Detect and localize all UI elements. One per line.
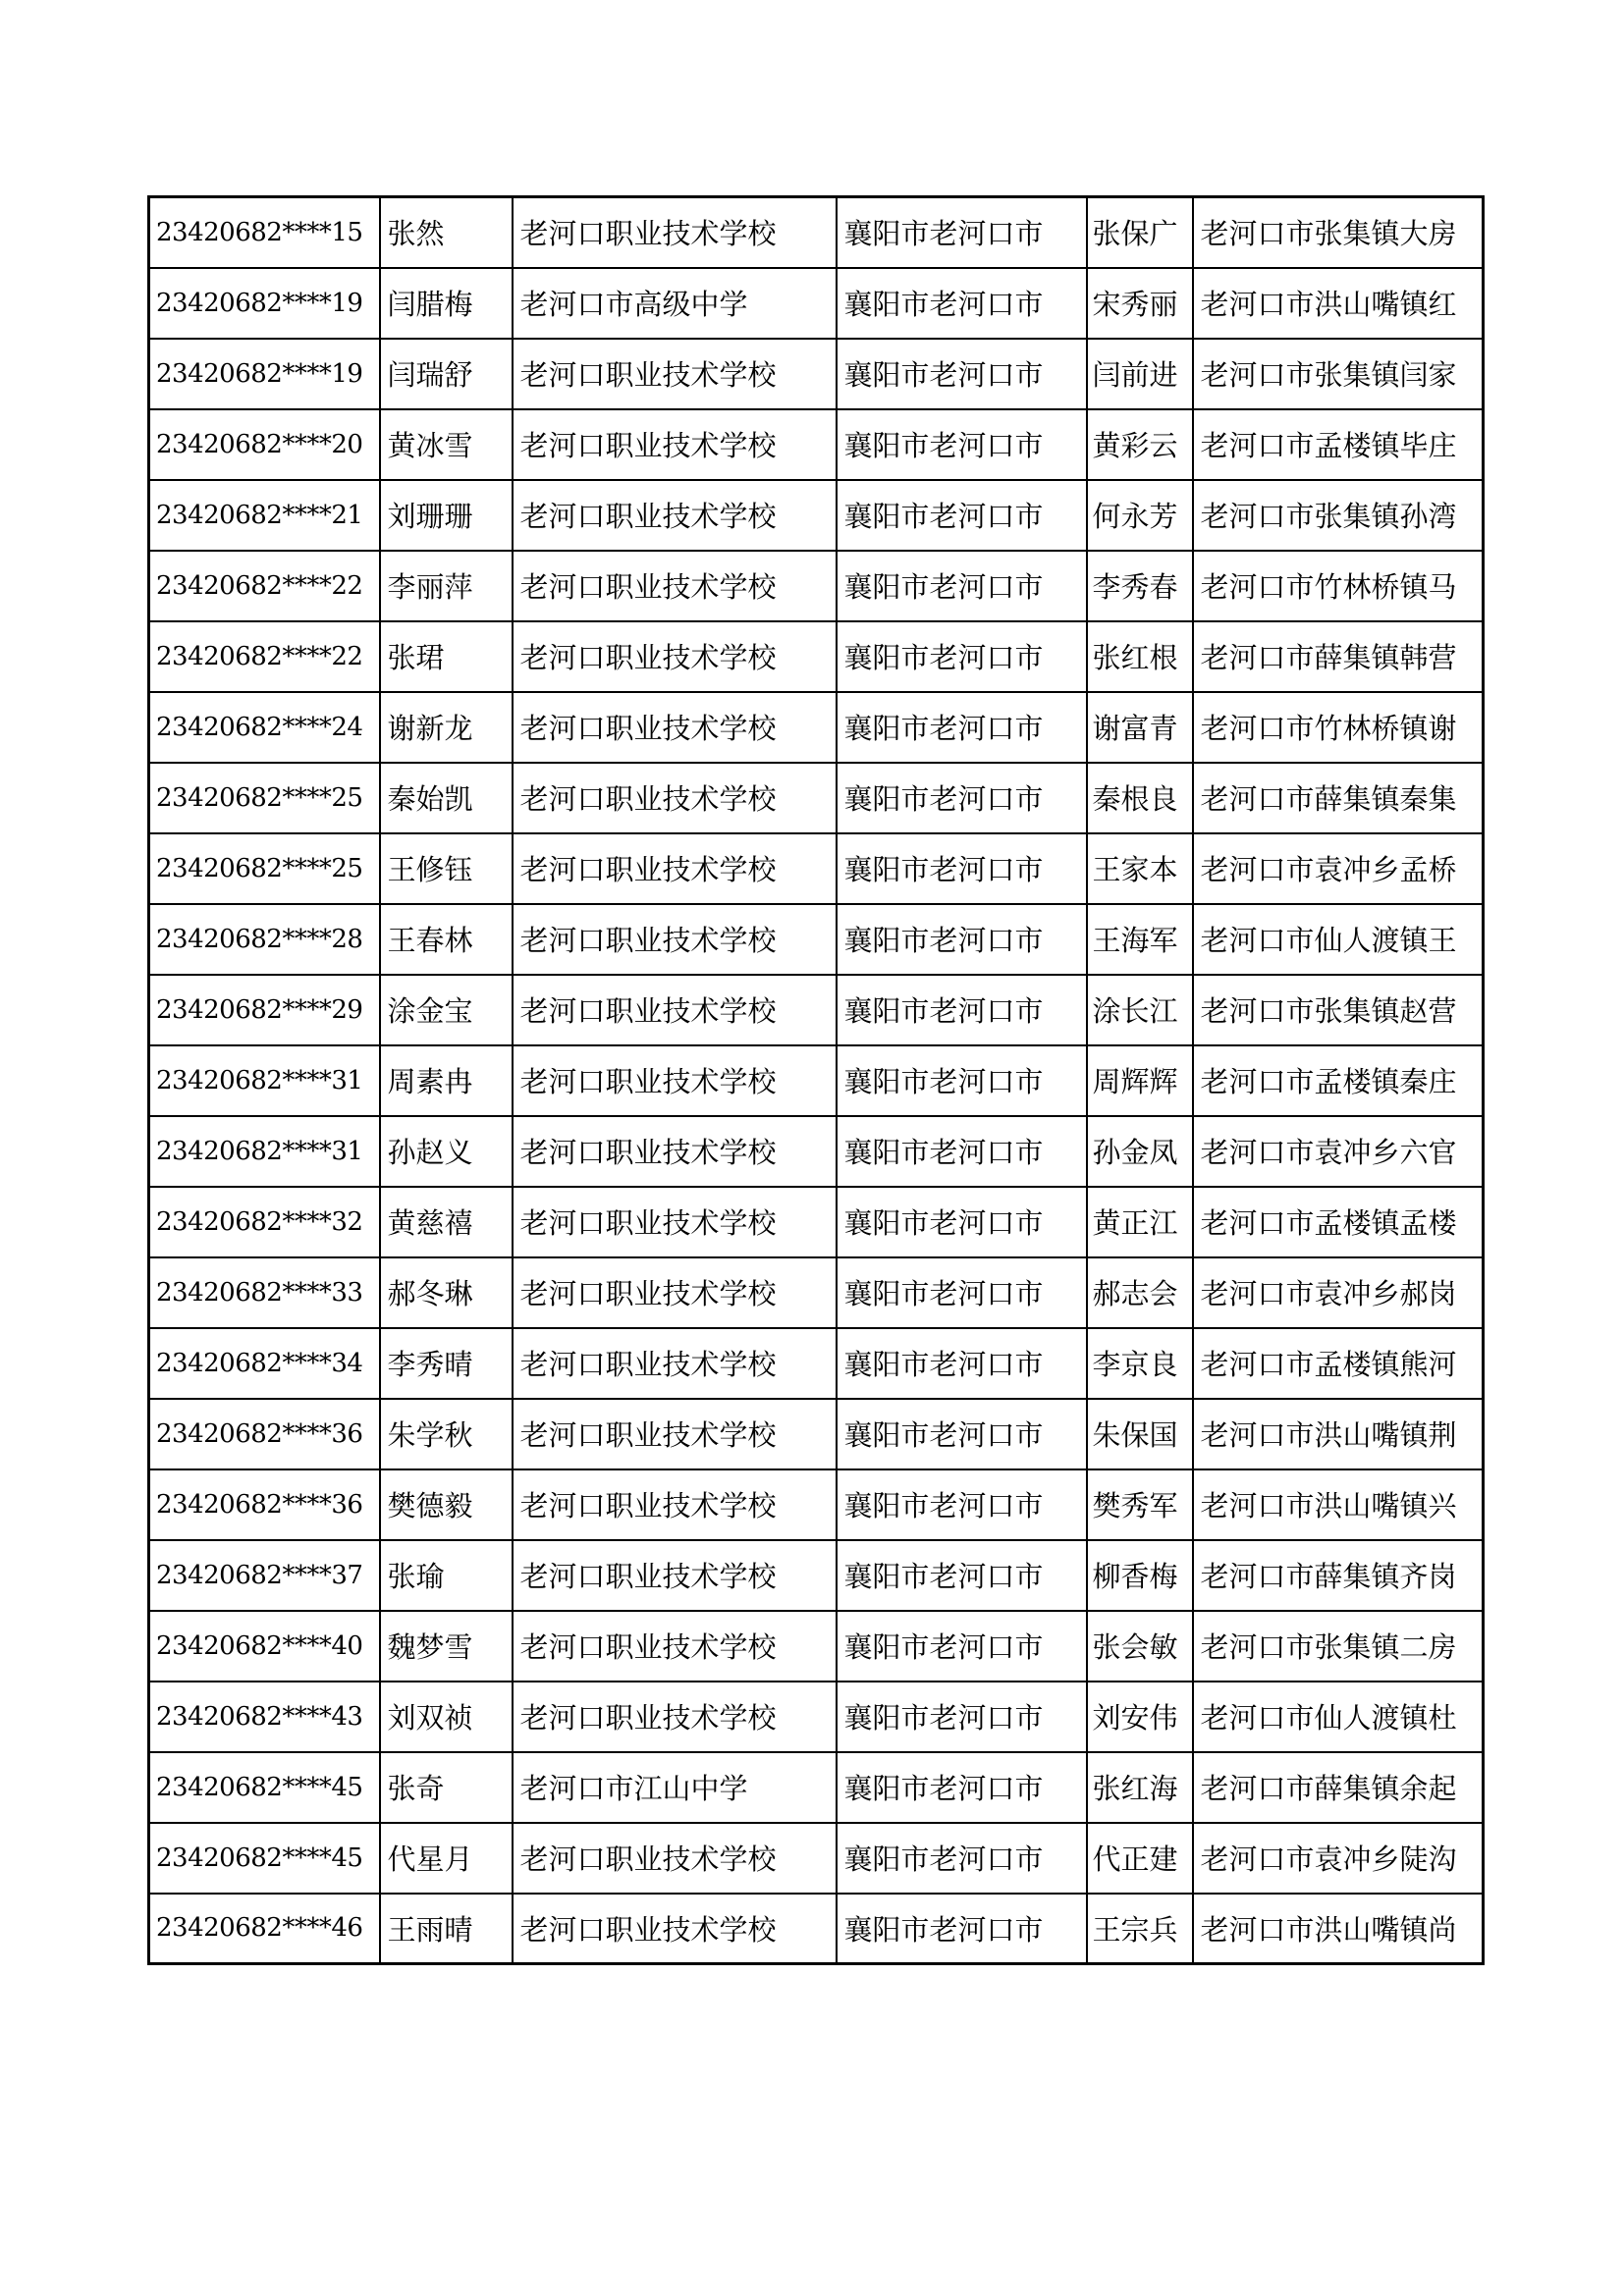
table-row	[149, 1752, 1484, 1823]
address-cell: 老河口市洪山嘴镇尚	[1193, 1894, 1484, 1964]
student-id-cell: 23420682****29	[149, 975, 380, 1045]
student-id-cell: 23420682****46	[149, 1894, 380, 1964]
parent-name-cell: 黄彩云	[1087, 409, 1193, 480]
table-row	[149, 904, 1484, 975]
student-id-cell: 23420682****19	[149, 339, 380, 409]
school-cell: 老河口职业技术学校	[513, 621, 837, 692]
student-name-cell: 张珺	[380, 621, 513, 692]
student-name-cell: 刘双祯	[380, 1682, 513, 1752]
student-name-cell: 王雨晴	[380, 1894, 513, 1964]
address-cell: 老河口市袁冲乡孟桥	[1193, 833, 1484, 904]
city-cell: 襄阳市老河口市	[837, 763, 1087, 833]
student-id-cell: 23420682****40	[149, 1611, 380, 1682]
student-id-cell: 23420682****31	[149, 1045, 380, 1116]
address-cell: 老河口市竹林桥镇马	[1193, 551, 1484, 621]
student-id-cell: 23420682****34	[149, 1328, 380, 1399]
school-cell: 老河口职业技术学校	[513, 197, 837, 268]
student-name-cell: 代星月	[380, 1823, 513, 1894]
school-cell: 老河口职业技术学校	[513, 1257, 837, 1328]
parent-name-cell: 宋秀丽	[1087, 268, 1193, 339]
school-cell: 老河口职业技术学校	[513, 1116, 837, 1187]
student-id-cell: 23420682****25	[149, 763, 380, 833]
table-row	[149, 339, 1484, 409]
address-cell: 老河口市张集镇孙湾	[1193, 480, 1484, 551]
address-cell: 老河口市孟楼镇秦庄	[1193, 1045, 1484, 1116]
city-cell: 襄阳市老河口市	[837, 1823, 1087, 1894]
parent-name-cell: 周辉辉	[1087, 1045, 1193, 1116]
parent-name-cell: 李秀春	[1087, 551, 1193, 621]
school-cell: 老河口职业技术学校	[513, 692, 837, 763]
table-row	[149, 975, 1484, 1045]
table-row	[149, 621, 1484, 692]
student-id-cell: 23420682****31	[149, 1116, 380, 1187]
school-cell: 老河口职业技术学校	[513, 1187, 837, 1257]
table-row	[149, 409, 1484, 480]
school-cell: 老河口职业技术学校	[513, 1540, 837, 1611]
student-id-cell: 23420682****22	[149, 621, 380, 692]
city-cell: 襄阳市老河口市	[837, 197, 1087, 268]
student-name-cell: 李丽萍	[380, 551, 513, 621]
city-cell: 襄阳市老河口市	[837, 551, 1087, 621]
parent-name-cell: 张红海	[1087, 1752, 1193, 1823]
city-cell: 襄阳市老河口市	[837, 1752, 1087, 1823]
city-cell: 襄阳市老河口市	[837, 1469, 1087, 1540]
student-name-cell: 魏梦雪	[380, 1611, 513, 1682]
student-name-cell: 谢新龙	[380, 692, 513, 763]
school-cell: 老河口职业技术学校	[513, 975, 837, 1045]
student-name-cell: 孙赵义	[380, 1116, 513, 1187]
address-cell: 老河口市孟楼镇毕庄	[1193, 409, 1484, 480]
address-cell: 老河口市洪山嘴镇兴	[1193, 1469, 1484, 1540]
parent-name-cell: 朱保国	[1087, 1399, 1193, 1469]
student-name-cell: 李秀晴	[380, 1328, 513, 1399]
address-cell: 老河口市张集镇赵营	[1193, 975, 1484, 1045]
school-cell: 老河口职业技术学校	[513, 904, 837, 975]
table-row	[149, 197, 1484, 268]
school-cell: 老河口职业技术学校	[513, 833, 837, 904]
city-cell: 襄阳市老河口市	[837, 975, 1087, 1045]
table-row	[149, 1540, 1484, 1611]
student-name-cell: 周素冉	[380, 1045, 513, 1116]
address-cell: 老河口市孟楼镇孟楼	[1193, 1187, 1484, 1257]
student-id-cell: 23420682****19	[149, 268, 380, 339]
student-name-cell: 樊德毅	[380, 1469, 513, 1540]
student-id-cell: 23420682****28	[149, 904, 380, 975]
school-cell: 老河口职业技术学校	[513, 1823, 837, 1894]
student-name-cell: 黄冰雪	[380, 409, 513, 480]
address-cell: 老河口市仙人渡镇王	[1193, 904, 1484, 975]
city-cell: 襄阳市老河口市	[837, 833, 1087, 904]
table-row	[149, 480, 1484, 551]
school-cell: 老河口职业技术学校	[513, 1469, 837, 1540]
table-row	[149, 1682, 1484, 1752]
parent-name-cell: 何永芳	[1087, 480, 1193, 551]
student-name-cell: 郝冬琳	[380, 1257, 513, 1328]
city-cell: 襄阳市老河口市	[837, 1045, 1087, 1116]
parent-name-cell: 张保广	[1087, 197, 1193, 268]
school-cell: 老河口职业技术学校	[513, 339, 837, 409]
parent-name-cell: 柳香梅	[1087, 1540, 1193, 1611]
student-id-cell: 23420682****15	[149, 197, 380, 268]
parent-name-cell: 代正建	[1087, 1823, 1193, 1894]
student-id-cell: 23420682****36	[149, 1399, 380, 1469]
parent-name-cell: 孙金凤	[1087, 1116, 1193, 1187]
city-cell: 襄阳市老河口市	[837, 1540, 1087, 1611]
student-id-cell: 23420682****43	[149, 1682, 380, 1752]
parent-name-cell: 涂长江	[1087, 975, 1193, 1045]
school-cell: 老河口市高级中学	[513, 268, 837, 339]
student-id-cell: 23420682****45	[149, 1823, 380, 1894]
table-row	[149, 833, 1484, 904]
city-cell: 襄阳市老河口市	[837, 480, 1087, 551]
table-row	[149, 1116, 1484, 1187]
table-row	[149, 1611, 1484, 1682]
parent-name-cell: 刘安伟	[1087, 1682, 1193, 1752]
address-cell: 老河口市洪山嘴镇荆	[1193, 1399, 1484, 1469]
parent-name-cell: 樊秀军	[1087, 1469, 1193, 1540]
city-cell: 襄阳市老河口市	[837, 339, 1087, 409]
school-cell: 老河口职业技术学校	[513, 1682, 837, 1752]
parent-name-cell: 王宗兵	[1087, 1894, 1193, 1964]
table-row	[149, 1187, 1484, 1257]
city-cell: 襄阳市老河口市	[837, 268, 1087, 339]
student-name-cell: 闫腊梅	[380, 268, 513, 339]
table-row	[149, 1328, 1484, 1399]
parent-name-cell: 闫前进	[1087, 339, 1193, 409]
table-row	[149, 268, 1484, 339]
city-cell: 襄阳市老河口市	[837, 692, 1087, 763]
student-name-cell: 王春林	[380, 904, 513, 975]
parent-name-cell: 郝志会	[1087, 1257, 1193, 1328]
student-id-cell: 23420682****32	[149, 1187, 380, 1257]
address-cell: 老河口市薛集镇余起	[1193, 1752, 1484, 1823]
school-cell: 老河口职业技术学校	[513, 480, 837, 551]
table-row	[149, 1045, 1484, 1116]
student-name-cell: 刘珊珊	[380, 480, 513, 551]
student-name-cell: 涂金宝	[380, 975, 513, 1045]
parent-name-cell: 王海军	[1087, 904, 1193, 975]
city-cell: 襄阳市老河口市	[837, 1399, 1087, 1469]
address-cell: 老河口市孟楼镇熊河	[1193, 1328, 1484, 1399]
parent-name-cell: 张会敏	[1087, 1611, 1193, 1682]
city-cell: 襄阳市老河口市	[837, 1328, 1087, 1399]
parent-name-cell: 谢富青	[1087, 692, 1193, 763]
address-cell: 老河口市张集镇闫家	[1193, 339, 1484, 409]
school-cell: 老河口职业技术学校	[513, 409, 837, 480]
table-row	[149, 1469, 1484, 1540]
address-cell: 老河口市竹林桥镇谢	[1193, 692, 1484, 763]
student-name-cell: 秦始凯	[380, 763, 513, 833]
student-id-cell: 23420682****33	[149, 1257, 380, 1328]
parent-name-cell: 黄正江	[1087, 1187, 1193, 1257]
table-row	[149, 1823, 1484, 1894]
student-name-cell: 黄慈禧	[380, 1187, 513, 1257]
school-cell: 老河口职业技术学校	[513, 763, 837, 833]
address-cell: 老河口市洪山嘴镇红	[1193, 268, 1484, 339]
table-row	[149, 692, 1484, 763]
address-cell: 老河口市仙人渡镇杜	[1193, 1682, 1484, 1752]
city-cell: 襄阳市老河口市	[837, 1894, 1087, 1964]
city-cell: 襄阳市老河口市	[837, 904, 1087, 975]
student-name-cell: 张瑜	[380, 1540, 513, 1611]
parent-name-cell: 张红根	[1087, 621, 1193, 692]
address-cell: 老河口市薛集镇韩营	[1193, 621, 1484, 692]
school-cell: 老河口职业技术学校	[513, 1045, 837, 1116]
parent-name-cell: 王家本	[1087, 833, 1193, 904]
parent-name-cell: 秦根良	[1087, 763, 1193, 833]
school-cell: 老河口职业技术学校	[513, 551, 837, 621]
student-id-cell: 23420682****22	[149, 551, 380, 621]
table-row	[149, 551, 1484, 621]
address-cell: 老河口市张集镇大房	[1193, 197, 1484, 268]
table-row	[149, 1257, 1484, 1328]
city-cell: 襄阳市老河口市	[837, 1682, 1087, 1752]
address-cell: 老河口市袁冲乡六官	[1193, 1116, 1484, 1187]
address-cell: 老河口市袁冲乡陡沟	[1193, 1823, 1484, 1894]
school-cell: 老河口职业技术学校	[513, 1894, 837, 1964]
table-row	[149, 763, 1484, 833]
table-row	[149, 1399, 1484, 1469]
address-cell: 老河口市张集镇二房	[1193, 1611, 1484, 1682]
student-id-cell: 23420682****24	[149, 692, 380, 763]
student-name-cell: 张奇	[380, 1752, 513, 1823]
roster-body	[149, 197, 1484, 1964]
address-cell: 老河口市薛集镇齐岗	[1193, 1540, 1484, 1611]
student-id-cell: 23420682****20	[149, 409, 380, 480]
address-cell: 老河口市袁冲乡郝岗	[1193, 1257, 1484, 1328]
student-name-cell: 张然	[380, 197, 513, 268]
student-name-cell: 闫瑞舒	[380, 339, 513, 409]
student-id-cell: 23420682****37	[149, 1540, 380, 1611]
city-cell: 襄阳市老河口市	[837, 409, 1087, 480]
address-cell: 老河口市薛集镇秦集	[1193, 763, 1484, 833]
student-id-cell: 23420682****36	[149, 1469, 380, 1540]
student-id-cell: 23420682****45	[149, 1752, 380, 1823]
school-cell: 老河口职业技术学校	[513, 1611, 837, 1682]
parent-name-cell: 李京良	[1087, 1328, 1193, 1399]
student-id-cell: 23420682****21	[149, 480, 380, 551]
school-cell: 老河口市江山中学	[513, 1752, 837, 1823]
city-cell: 襄阳市老河口市	[837, 1187, 1087, 1257]
student-name-cell: 王修钰	[380, 833, 513, 904]
city-cell: 襄阳市老河口市	[837, 1611, 1087, 1682]
city-cell: 襄阳市老河口市	[837, 1116, 1087, 1187]
table-row	[149, 1894, 1484, 1964]
city-cell: 襄阳市老河口市	[837, 1257, 1087, 1328]
roster-table	[147, 195, 1485, 1965]
school-cell: 老河口职业技术学校	[513, 1399, 837, 1469]
school-cell: 老河口职业技术学校	[513, 1328, 837, 1399]
student-id-cell: 23420682****25	[149, 833, 380, 904]
city-cell: 襄阳市老河口市	[837, 621, 1087, 692]
student-name-cell: 朱学秋	[380, 1399, 513, 1469]
